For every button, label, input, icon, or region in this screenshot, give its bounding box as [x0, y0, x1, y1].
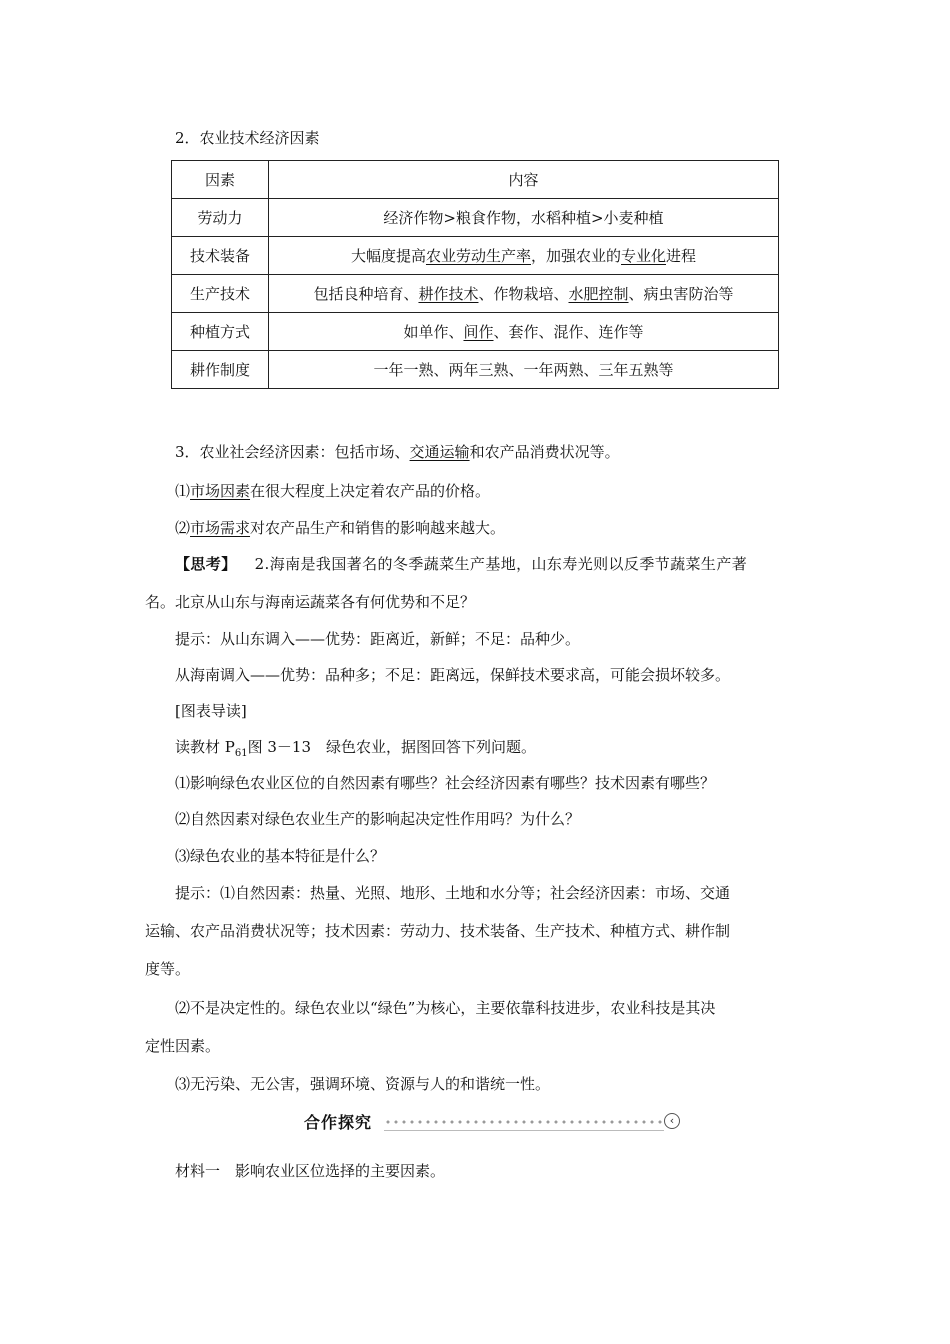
section3-intro: [175, 441, 620, 463]
guide-label: [图表导读]: [175, 702, 247, 720]
factor-cell: 耕作制度: [172, 351, 269, 389]
page-subscript: 61: [234, 748, 248, 759]
guide-answer-3: ⑶无污染、无公害，强调环境、资源与人的和谐统一性。: [175, 1075, 551, 1093]
content-cell: [269, 313, 779, 351]
underlined-term: 水肥控制: [568, 285, 629, 303]
table-row: [172, 313, 779, 351]
underlined-term: 专业化: [621, 247, 667, 265]
list-marker: ⑴: [175, 482, 191, 500]
underlined-term: 耕作技术: [418, 285, 479, 303]
content-text: ，加强农业的: [530, 247, 621, 265]
underlined-term: 农业劳动生产率: [425, 247, 531, 265]
content-cell: [269, 275, 779, 313]
guide-answer-1-cont: 度等。: [145, 960, 191, 978]
underlined-term: 市场因素: [190, 482, 251, 500]
content-text: 大幅度提高: [350, 247, 426, 265]
content-text: 一年一熟、两年三熟、一年两熟、三年五熟等: [373, 361, 674, 379]
think-hint-2: 从海南调入——优势：品种多；不足：距离远，保鲜技术要求高，可能会损坏较多。: [175, 666, 731, 684]
text-run: 读教材 P: [175, 738, 235, 756]
text-run: 图 3－13 绿色农业，据图回答下列问题。: [247, 738, 537, 756]
guide-intro: [175, 736, 536, 765]
table-row: [172, 275, 779, 313]
underlined-term: 交通运输: [409, 443, 470, 461]
content-text: 、作物栽培、: [478, 285, 569, 303]
banner-title: 合作探究: [304, 1113, 373, 1132]
guide-answer-2: ⑵不是决定性的。绿色农业以“绿色”为核心，主要依靠科技进步，农业科技是其决: [175, 999, 716, 1017]
text-run: 在很大程度上决定着农产品的价格。: [250, 482, 491, 500]
section-banner: [300, 1108, 682, 1136]
content-text: 进程: [666, 247, 697, 265]
content-cell: [269, 199, 779, 237]
dotted-divider: [384, 1120, 664, 1124]
think-hint-1: 提示：从山东调入——优势：距离近，新鲜；不足：品种少。: [175, 630, 581, 648]
section3-point-2: [175, 517, 505, 539]
guide-question-2: ⑵自然因素对绿色农业生产的影响起决定性作用吗？为什么？: [175, 810, 581, 828]
think-tag: 【思考】: [175, 555, 237, 573]
table-row: [172, 237, 779, 275]
list-marker: ⑵: [175, 519, 191, 537]
section3-point-1: [175, 480, 490, 502]
content-cell: [269, 237, 779, 275]
factor-cell: 种植方式: [172, 313, 269, 351]
material-heading: 材料一 影响农业区位选择的主要因素。: [175, 1162, 446, 1180]
guide-question-3: ⑶绿色农业的基本特征是什么？: [175, 847, 386, 865]
factor-cell: 技术装备: [172, 237, 269, 275]
guide-answer-1: 提示：⑴自然因素：热量、光照、地形、土地和水分等；社会经济因素：市场、交通: [175, 884, 731, 902]
underlined-term: 间作: [463, 323, 494, 341]
think-question: [175, 553, 747, 575]
table-row: [172, 199, 779, 237]
header-cell: 内容: [269, 161, 779, 199]
content-text: 、病虫害防治等: [628, 285, 734, 303]
table-row: [172, 351, 779, 389]
banner-rule: [384, 1130, 664, 1131]
content-text: 经济作物>粮食作物，水稻种植>小麦种植: [383, 209, 664, 227]
underlined-term: 市场需求: [190, 519, 251, 537]
content-text: 包括良种培育、: [313, 285, 419, 303]
section-heading: 2．农业技术经济因素: [175, 129, 320, 147]
text-run: 和农产品消费状况等。: [469, 443, 620, 461]
chevron-left-icon: ‹: [664, 1113, 680, 1129]
factor-cell: 生产技术: [172, 275, 269, 313]
text-run: 3．农业社会经济因素：包括市场、: [175, 443, 410, 461]
factor-table: [171, 160, 779, 389]
text-run: 对农产品生产和销售的影响越来越大。: [250, 519, 506, 537]
content-text: 、套作、混作、连作等: [493, 323, 644, 341]
header-cell: 因素: [172, 161, 269, 199]
table-header-row: [172, 161, 779, 199]
guide-answer-1-cont: 运输、农产品消费状况等；技术因素：劳动力、技术装备、生产技术、种植方式、耕作制: [145, 922, 731, 940]
guide-question-1: ⑴影响绿色农业区位的自然因素有哪些？社会经济因素有哪些？技术因素有哪些？: [175, 774, 716, 792]
text-run: 2.海南是我国著名的冬季蔬菜生产基地，山东寿光则以反季节蔬菜生产著: [254, 555, 748, 573]
content-text: 如单作、: [403, 323, 464, 341]
think-question-cont: 名。北京从山东与海南运蔬菜各有何优势和不足？: [145, 593, 476, 611]
content-cell: [269, 351, 779, 389]
factor-cell: 劳动力: [172, 199, 269, 237]
guide-answer-2-cont: 定性因素。: [145, 1037, 221, 1055]
